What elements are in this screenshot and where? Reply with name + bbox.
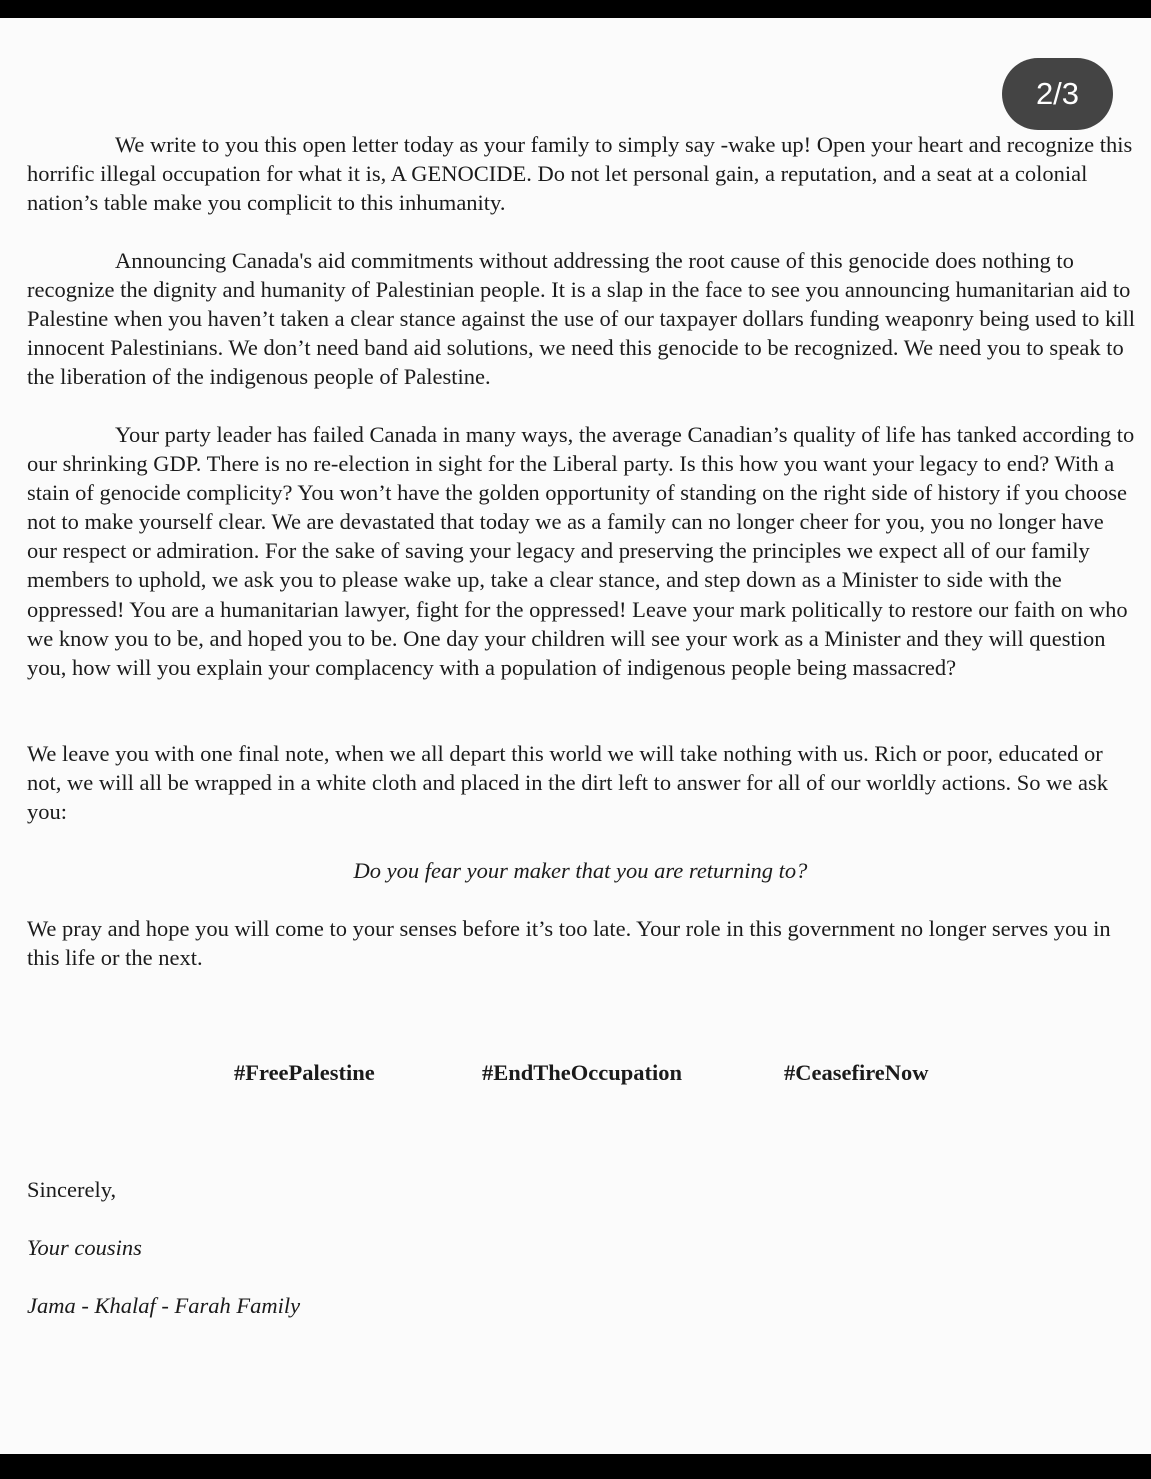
letter-paragraph-2: Announcing Canada's aid commitments without addressing the root cause of this genocide does nothing to recognize the dignity and humanity of Palestinian people. It is a slap in the face to see you announcing humanitarian aid to Palestine when you haven’t taken a clear stance against the use of our taxpayer dollars funding weaponry being used to kill innocent Palestinians. We don’t need band aid solutions, we need this genocide to be recognized. We need you to speak to the liberation of the indigenous people of Palestine. bbox=[27, 248, 1135, 390]
letter-question: Do you fear your maker that you are returning to? bbox=[353, 858, 808, 883]
hashtag-row bbox=[0, 1058, 1151, 1088]
hashtag-free-palestine: #FreePalestine bbox=[234, 1060, 375, 1085]
letter-paragraph-4: We leave you with one final note, when we all depart this world we will take nothing with us. Rich or poor, educated or not, we will all be wrapped in a white cloth and placed in the dirt left to answer for all of our worldly actions. So we ask you: bbox=[27, 741, 1108, 825]
letter-closing: Sincerely, bbox=[27, 1177, 117, 1202]
top-black-bar bbox=[0, 0, 1151, 18]
bottom-black-bar bbox=[0, 1454, 1151, 1479]
letter-paragraph-3: Your party leader has failed Canada in many ways, the average Canadian’s quality of life has tanked according to our shrinking GDP. There is no re-election in sight for the Liberal party. Is this how you want your legacy to end? With a stain of genocide complicity? You won’t have the golden opportunity of standing on the right side of history if you choose not to make yourself clear. We are devastated that today we as a family can no longer cheer for you, you no longer have our respect or admiration. For the sake of saving your legacy and preserving the principles we expect all of our family members to uphold, we ask you to please wake up, take a clear stance, and step down as a Minister to side with the oppressed! You are a humanitarian lawyer, fight for the oppressed! Leave your mark politically to restore our faith on who we know you to be, and hoped you to be. One day your children will see your work as a Minister and they will question you, how will you explain your complacency with a population of indigenous people being massacred? bbox=[27, 422, 1135, 680]
letter-paragraph-5: We pray and hope you will come to your senses before it’s too late. Your role in this government no longer serves you in this life or the next. bbox=[27, 916, 1111, 971]
letter-signature-family: Jama - Khalaf - Farah Family bbox=[27, 1293, 301, 1318]
hashtag-ceasefire-now: #CeasefireNow bbox=[784, 1060, 929, 1085]
letter-signature-from: Your cousins bbox=[27, 1235, 142, 1260]
hashtag-end-the-occupation: #EndTheOccupation bbox=[482, 1060, 683, 1085]
letter-page bbox=[0, 18, 1151, 1454]
letter-paragraph-1: We write to you this open letter today as your family to simply say -wake up! Open your heart and recognize this horrific illegal occupation for what it is, A GENOCIDE. Do not let personal gain, a reputation, and a seat at a colonial nation’s table make you complicit to this inhumanity. bbox=[27, 132, 1133, 216]
page-counter-badge: 2/3 bbox=[1002, 58, 1113, 130]
